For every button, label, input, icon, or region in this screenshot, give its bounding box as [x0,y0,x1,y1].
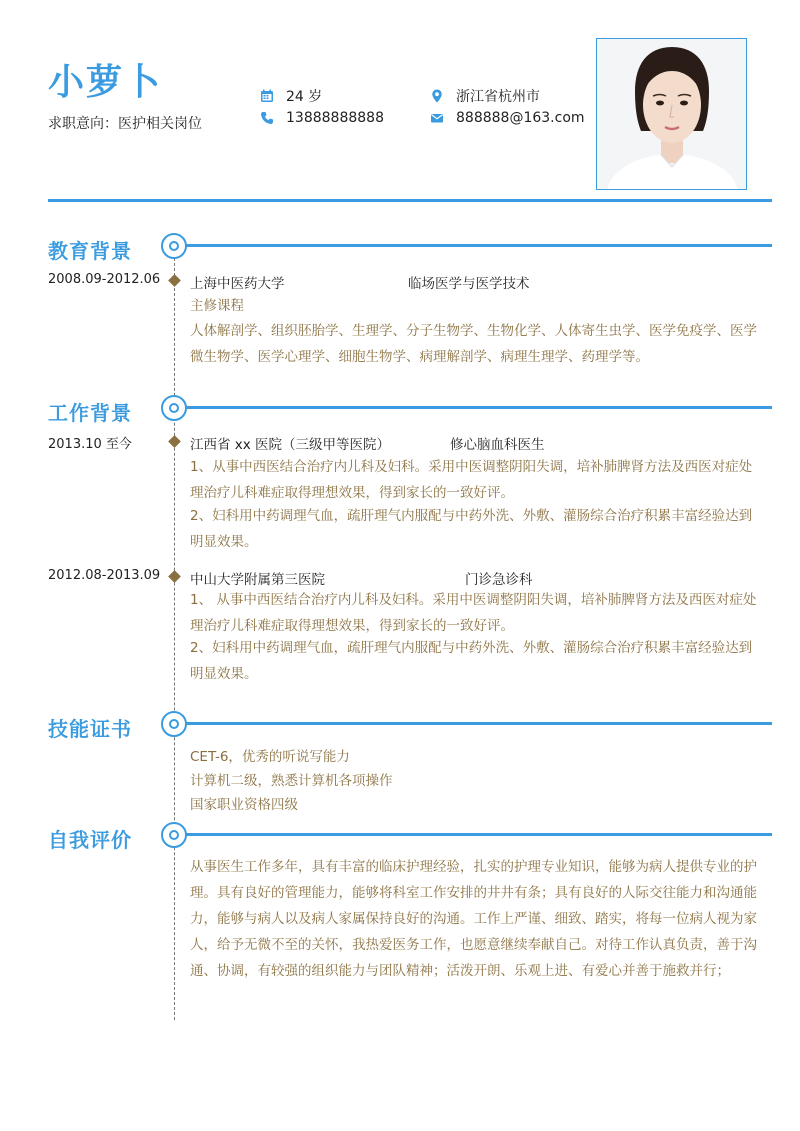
section-rule-self-evaluation [186,833,772,836]
diamond-marker-icon [168,435,181,448]
job-role: 修心脑血科医生 [450,437,545,453]
section-rule-education [186,244,772,247]
target-circle-icon [161,711,187,737]
self-evaluation-text: 从事医生工作多年，具有丰富的临床护理经验，扎实的护理专业知识，能够为病人提供专业的护理。具有良好的管理能力，能够将科室工作安排的井井有条；具有良好的人际交往能力和沟通能力，能够与病人以及病人家属保持良好的沟通。工作上严谨、细致、踏实，将每一位病人视为家人，给予无微不至的关怀，我热爱医务工作，也愿意继续奉献自己。对待工作认真负责，善于沟通、协调，有较强的组织能力与团队精神；活泼开朗、乐观上进、有爱心并善于施救并行； [190,859,757,979]
skill-item: 国家职业资格四级 [190,797,298,813]
phone-icon [260,111,274,125]
job-organization: 江西省 xx 医院（三级甲等医院） [190,437,391,453]
job-intention: 求职意向：医护相关岗位 [48,116,202,132]
courses-text: 人体解剖学、组织胚胎学、生理学、分子生物学、生物化学、人体寄生虫学、医学免疫学、医学微生物学、医学心理学、细胞生物学、病理解剖学、病理生理学、药理学等。 [190,323,757,365]
job-description: 1、从事中西医结合治疗内儿科及妇科。采用中医调整阴阳失调，培补肺脾肾方法及西医对症处理治疗儿科难症取得理想效果，得到家长的一致好评。 [190,459,753,501]
section-rule-skills [186,722,772,725]
section-title-self-evaluation: 自我评价 [48,828,132,852]
target-circle-icon [161,395,187,421]
location-info [430,86,540,106]
job-description: 1、 从事中西医结合治疗内儿科及妇科。采用中医调整阴阳失调，培补肺脾肾方法及西医对症处理治疗儿科难症取得理想效果，得到家长的一致好评。 [190,592,757,634]
age-info [260,86,322,106]
skill-item: CET-6，优秀的听说写能力 [190,749,350,765]
job-role: 门诊急诊科 [465,572,533,588]
job-description: 2、妇科用中药调理气血，疏肝理气内服配与中药外洗、外敷、灌肠综合治疗积累丰富经验达到明显效果。 [190,640,753,682]
job-organization: 中山大学附属第三医院 [190,572,325,588]
target-circle-icon [161,233,187,259]
section-title-skills: 技能证书 [48,717,132,741]
section-rule-work [186,406,772,409]
phone-text[interactable]: 13888888888 [286,110,384,126]
skill-item: 计算机二级，熟悉计算机各项操作 [190,773,393,789]
job-date: 2013.10 至今 [48,437,132,452]
education-date: 2008.09-2012.06 [48,272,161,287]
resume-name: 小萝卜 [48,62,163,103]
location-pin-icon [430,89,444,103]
profile-photo [596,38,747,190]
email-info [430,110,585,126]
job-date: 2012.08-2013.09 [48,568,161,583]
phone-info [260,110,384,126]
section-title-education: 教育背景 [48,239,132,263]
age-text: 24 岁 [286,89,323,105]
email-icon [430,111,444,125]
location-text: 浙江省杭州市 [456,89,540,105]
target-circle-icon [161,822,187,848]
header-divider [48,199,772,202]
section-title-work: 工作背景 [48,401,132,425]
courses-label: 主修课程 [190,298,244,314]
diamond-marker-icon [168,274,181,287]
email-text[interactable]: 888888@163.com [456,110,585,126]
diamond-marker-icon [168,570,181,583]
calendar-icon [260,89,274,103]
education-school: 上海中医药大学 [190,276,285,292]
timeline-line [174,258,175,1020]
education-major: 临场医学与医学技术 [408,276,530,292]
job-description: 2、妇科用中药调理气血，疏肝理气内服配与中药外洗、外敷、灌肠综合治疗积累丰富经验达到明显效果。 [190,508,753,550]
